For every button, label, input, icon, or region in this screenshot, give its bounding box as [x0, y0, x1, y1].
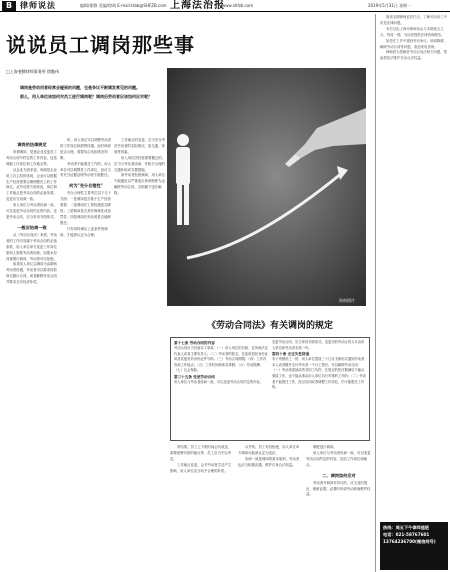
article-column-3: [114, 138, 166, 568]
paragraph: 从《劳动合同法》来看，劳动者的工作内容属于劳动合同的必备条款，用人单位单方变更工作岗位原则上需要劳动者同意。如果未经同意强行调岗，劳动者可以拒绝。: [6, 232, 58, 261]
subheading: 调岗的法律规定: [17, 142, 47, 147]
paragraph: 劳动者对调岗有异议的，应当及时提出，保留证据，必要时申请劳动仲裁维护权益。: [306, 480, 371, 497]
issue-date: 2019年5月31日 星期一: [368, 3, 412, 8]
article-lead: [12, 83, 162, 101]
masthead: 上海法治报: [170, 0, 225, 11]
subheading: 第十七条 劳动合同的内容: [174, 341, 215, 345]
paragraph: 劳动合同应当具备以下条款：（一）用人单位的名称、住所和法定代表人或者主要负责人；（二）劳动者的姓名、住址和居民身份证或者其他有效身份证件号码；（三）劳动合同期限；（四）工作内容和工作地点；（五）工作时间和休息休假；（六）劳动报酬；（七）社会保险。: [174, 346, 268, 373]
photo-illustration: [167, 68, 366, 306]
sidebar-paragraph: 本栏目由上海市律师协会与本报联合主办，每周一期，为读者提供法律咨询服务。: [380, 26, 445, 37]
paragraph: 工作地点的变更，应当充分考虑劳动者的实际情况，如交通、家庭等因素。: [114, 138, 166, 154]
paragraph: 用人单位因经营需要搬迁的，应当与劳动者协商，并给予合理的交通补贴或安置措施。: [114, 155, 166, 172]
section-badge: B: [2, 1, 16, 11]
article-column-5: [238, 445, 302, 569]
sidebar-paragraph: 阅读本期律师说法栏目，了解劳动用工中常见法律问题。: [380, 15, 448, 25]
page-header: [0, 0, 450, 12]
subheading: 二、调岗如何应对: [322, 472, 356, 478]
sidebar-divider: [375, 14, 376, 572]
masthead-url: www.shfzb.com: [222, 3, 254, 8]
article-byline: □上海斐腾律师事务所 徐勤伟: [6, 69, 60, 74]
subheading: 何为"充分合理性": [69, 183, 103, 189]
hotline-line: 13764236700(微信同号): [383, 539, 436, 545]
paragraph: 时，用人单位可以调整劳动者的工作岗位和薪资待遇。此时调岗是否合理，需要结合具体情况判断。: [60, 138, 112, 160]
law-box-right-column: [272, 340, 366, 438]
law-box-left-column: [174, 340, 268, 438]
hotline-line: 热线：周五下午律师值班: [383, 525, 430, 530]
editor-meta: 编辑/徐静 美编/徐萌 E-mail:lsbb@SHFZB.com: [80, 3, 167, 8]
sidebar-text: [380, 15, 448, 520]
article-column-6: [306, 445, 372, 569]
subheading: 第三十五条 变更劳动合同: [174, 374, 215, 379]
paragraph: 只有同时满足上述条件的调岗，才能被认定为合理。: [60, 226, 108, 237]
paragraph: 工作地点变更，会对劳动者生活产生影响，用人单位应当给予合理的补偿。: [170, 462, 232, 473]
lead-paragraph: 调岗是劳动用者经常会碰到的问题，也是争议不断频发常见的问题。: [20, 85, 140, 90]
paragraph: 以外的，员工有权拒绝，用人单位单方调岗可能被认定为违法。: [238, 445, 300, 455]
paragraph: 用人单位与劳动者协商一致，可以变更劳动合同约定的内容，包括工作岗位和地点。: [306, 450, 371, 467]
article-photo: [167, 68, 366, 306]
sidebar-paragraph: 律师将为您解答劳动合同法相关问题，帮助您依法维护自身合法权益。: [380, 50, 448, 61]
paragraph: 充分合理性主要考虑以下几个方面：一是调岗是否基于生产经营需要；二是调岗后工资待遇是否降低；三是调岗是否具有侮辱性或惩罚性；四是调岗后劳动者是否能够胜任。: [60, 191, 112, 225]
paragraph: 如劳动者拒绝调岗，用人单位不能据此以严重违反规章制度为由解除劳动合同，否则属于违法解除。: [114, 173, 166, 196]
paragraph: 的结果。员工上下班时间会有改变，需要统筹安排的地点等，员工应当予以考虑。: [170, 445, 232, 461]
paragraph: 变更劳动合同，应当采用书面形式。变更后的劳动合同文本由用人单位和劳动者各执一份。: [272, 340, 365, 350]
sidebar-paragraph: 如您在工作中遇到劳动争议、调岗降薪、解除劳动合同等问题，欢迎来电咨询。: [380, 38, 448, 49]
hotline-line: 电话：021-58767601: [383, 532, 430, 538]
paragraph: 用人单位与劳动者协商一致，可以变更劳动合同约定的内容。: [174, 379, 264, 384]
subheading: 一般应协商一致: [17, 224, 47, 230]
paragraph: 用人单位与劳动者协商一致，可以变更劳动合同约定的内容。变更劳动合同，应当采用书面形式。: [6, 203, 58, 219]
article-headline: 说说员工调岗那些事: [6, 33, 195, 57]
subheading: 第四十条 无过失性辞退: [272, 352, 310, 357]
paragraph: 从企业方面来说，调岗是企业用工自主权的体现，企业可以根据生产经营需要合理调整员工的工作岗位。从劳动者方面来说，岗位和工作地点是劳动合同的必备条款，变更应当协商一致。: [6, 167, 58, 202]
paragraph: 制度进行调岗。: [313, 445, 337, 449]
law-box: [170, 337, 370, 441]
section-title: 律师说法: [20, 1, 56, 10]
paragraph: 所谓调岗，是指企业变更员工劳动合同中约定的工作内容，包括调换工作岗位和工作地点等。: [6, 150, 58, 166]
article-column-2: [60, 138, 112, 568]
law-box-title: 《劳动合同法》有关调岗的规定: [206, 321, 333, 331]
photo-credit: 资料图片: [339, 298, 355, 303]
article-column-4: [170, 445, 234, 569]
lead-paragraph: 那么，用人单位该如何对员工进行调岗呢？调岗后劳动者应该如何应对呢？: [20, 94, 152, 99]
paragraph: 协商一致是调岗的基本原则，劳动者也应当积极沟通，维护自身合法权益。: [238, 456, 300, 467]
paragraph: 有下列情形之一的，用人单位提前三十日以书面形式通知劳动者本人或者额外支付劳动者一个月工资后，可以解除劳动合同：（一）劳动者患病或者非因工负伤，在规定的医疗期满后不能从事原工作，也不能从事由用人单位另行安排的工作的；（二）劳动者不能胜任工作，经过培训或者调整工作岗位，仍不能胜任工作的。: [272, 357, 366, 390]
article-column-1: [6, 138, 58, 568]
hotline-box: [380, 522, 448, 570]
paragraph: 如果用人单位以调岗为由降低劳动者待遇，劳动者可以要求按原岗位履行合同，或者解除劳动合同并要求支付经济补偿。: [6, 262, 58, 285]
paragraph: 劳动者不能胜任工作的，用人单位可以调整其工作岗位，但应当有充分证据证明劳动者不能胜任。: [60, 161, 112, 178]
